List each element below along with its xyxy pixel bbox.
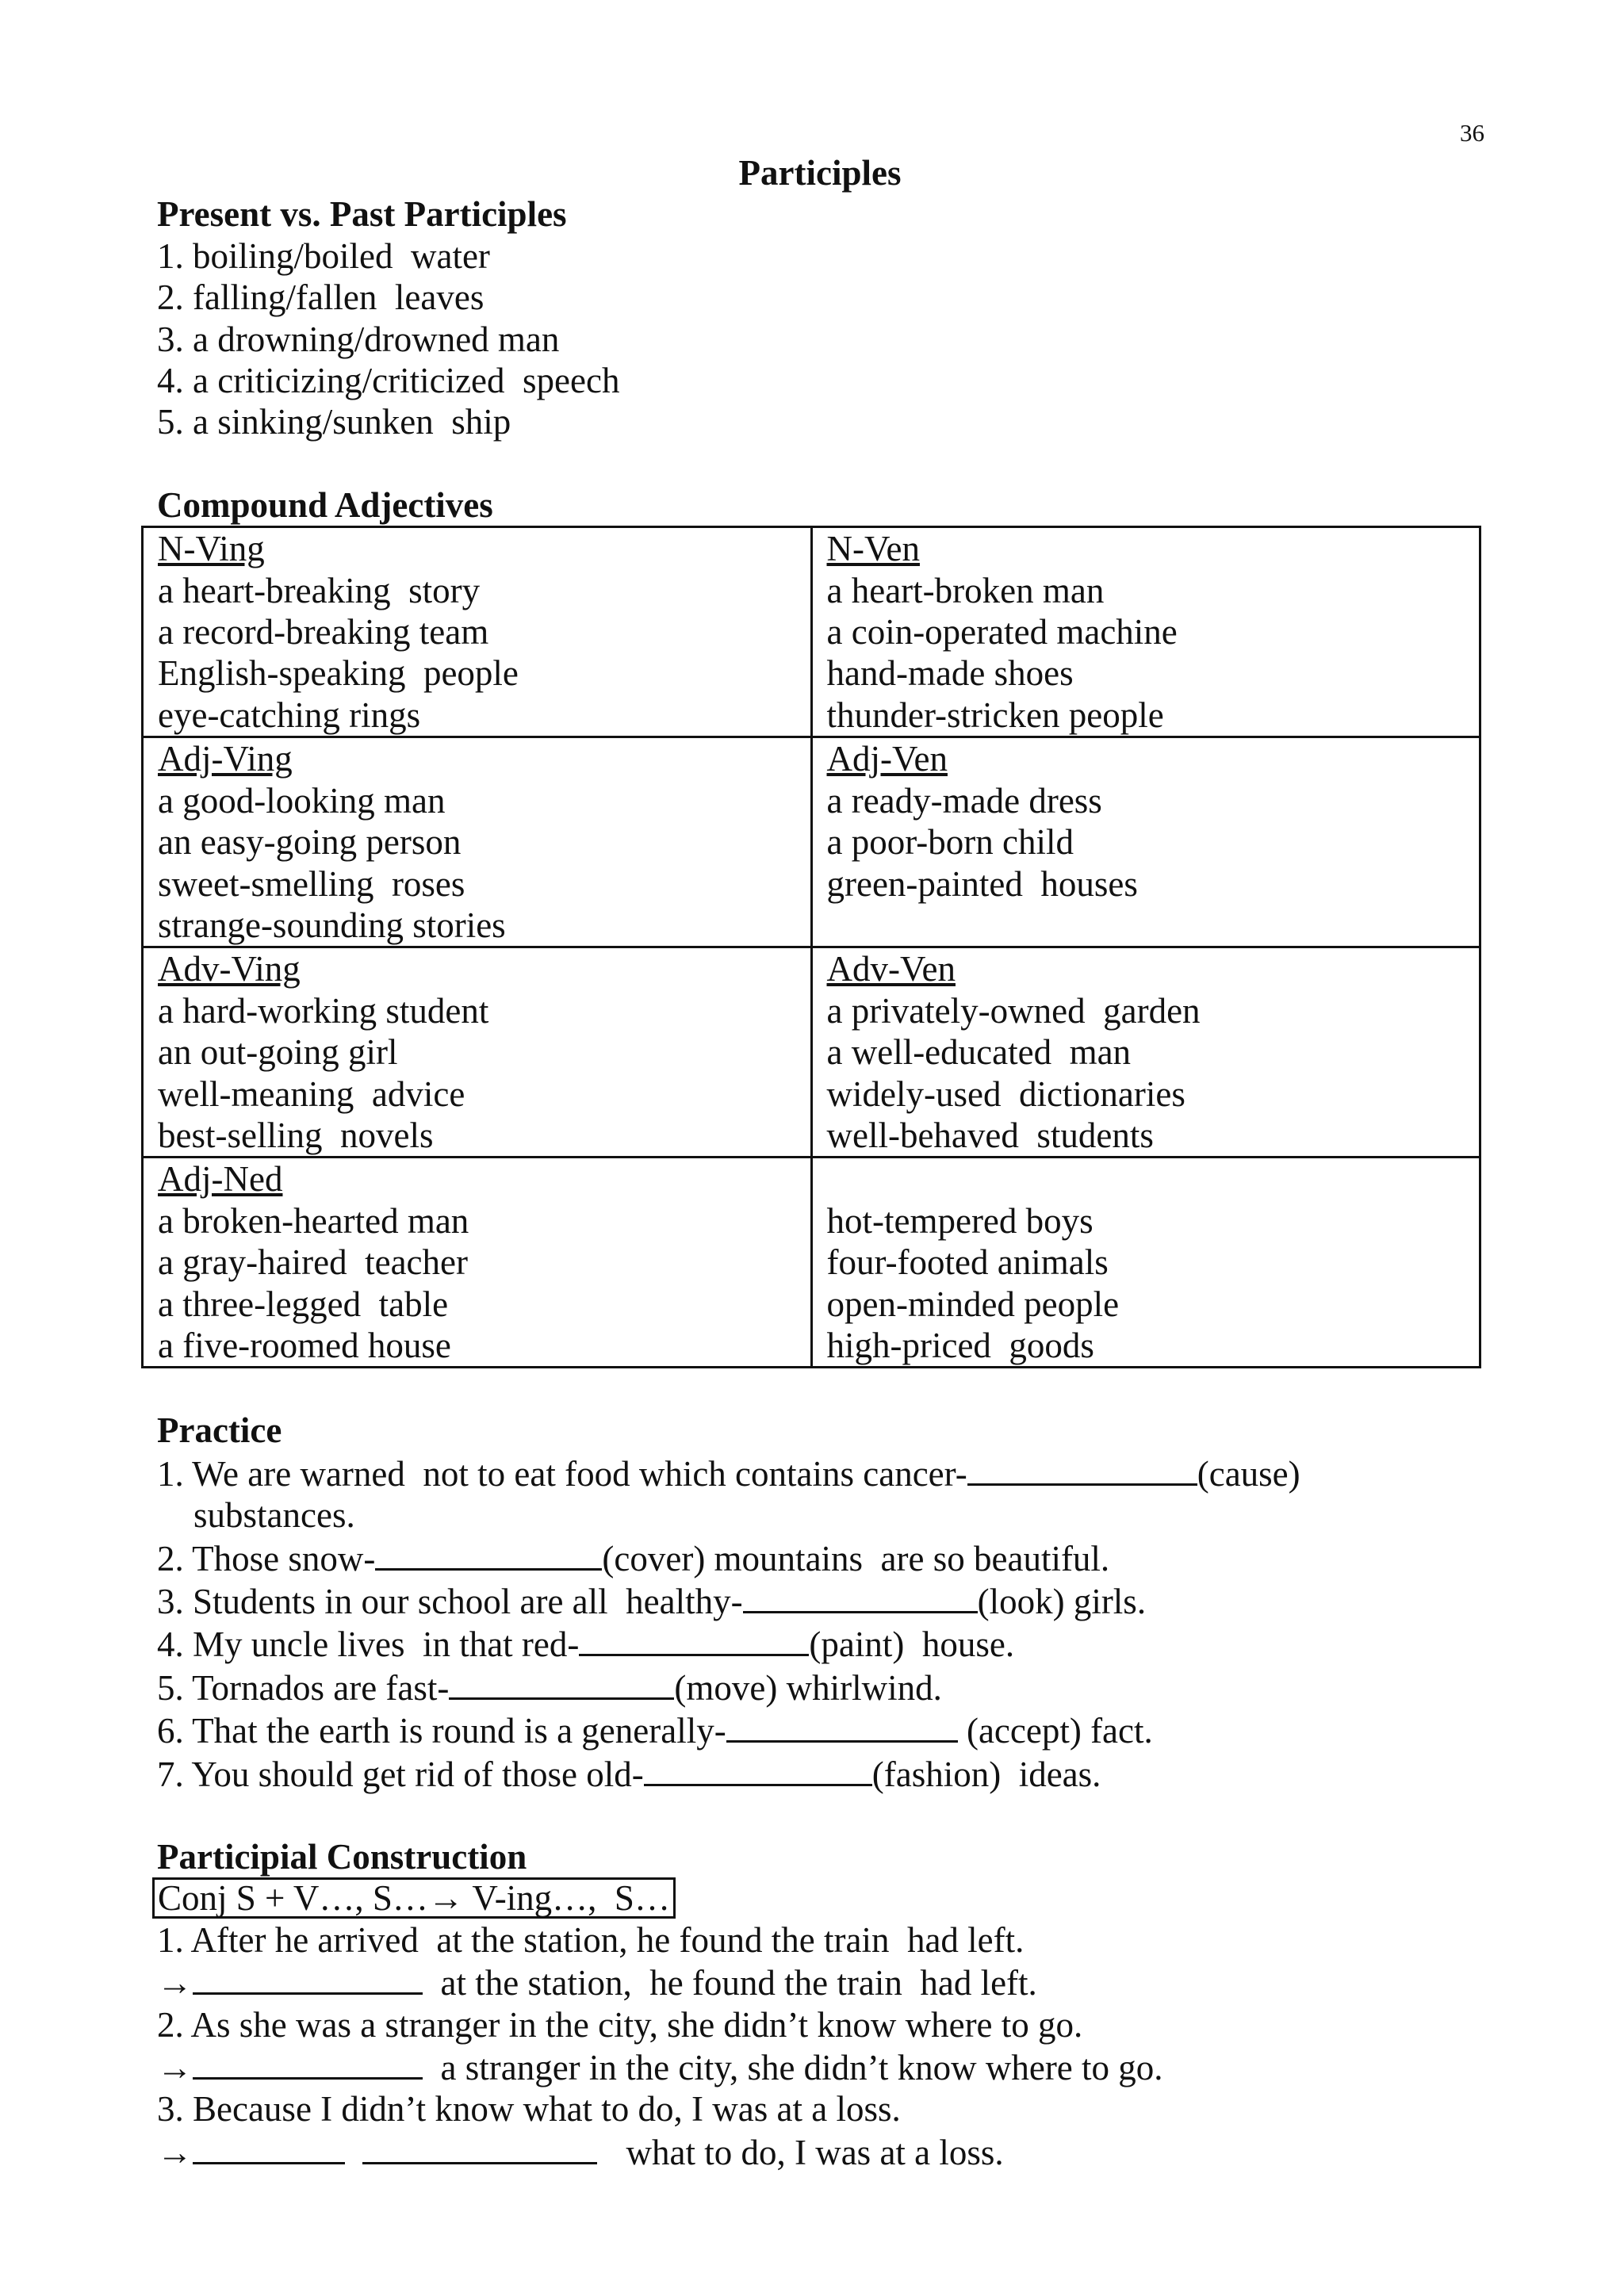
category-label: Adj-Ven [826, 739, 948, 779]
construction-heading: Participial Construction [157, 1837, 527, 1877]
example: a broken-hearted man [158, 1200, 469, 1241]
practice-item: 3. Students in our school are all healthy- (look) girls. [157, 1579, 1489, 1622]
example: a well-educated man [826, 1032, 1132, 1073]
example: a heart-broken man [826, 570, 1105, 610]
practice-item: 6. That the earth is round is a generally- (accept) fact. [157, 1709, 1489, 1751]
list-item: 1. boiling/boiled water [157, 235, 490, 276]
example: an easy-going person [158, 822, 462, 863]
answer-blank[interactable] [375, 1536, 602, 1571]
example: a coin-operated machine [826, 612, 1178, 652]
example: eye-catching rings [158, 695, 421, 735]
example: a heart-breaking story [158, 570, 481, 610]
category-label: Adj-Ving [158, 739, 293, 779]
example: a five-roomed house [158, 1325, 451, 1365]
practice-item: 4. My uncle lives in that red- (paint) house. [157, 1622, 1489, 1665]
example: a three-legged table [158, 1284, 449, 1324]
example: strange-sounding stories [158, 905, 506, 945]
example: a good-looking man [158, 780, 446, 821]
example: English-speaking people [158, 653, 519, 694]
sentence: 1. After he arrived at the station, he found the train had left. [157, 1919, 1025, 1960]
answer-blank[interactable] [449, 1666, 674, 1700]
category-label [827, 1158, 1480, 1200]
answer-blank[interactable] [579, 1622, 809, 1656]
example: sweet-smelling roses [158, 863, 465, 904]
arrow-icon: → [157, 2132, 193, 2172]
table-cell [811, 527, 1480, 737]
arrow-icon: → [157, 1963, 193, 2003]
example: hand-made shoes [826, 653, 1074, 694]
example: well-behaved students [826, 1115, 1154, 1155]
answer-blank[interactable] [967, 1452, 1197, 1486]
answer-blank[interactable] [362, 2130, 597, 2164]
table-row [143, 737, 1480, 947]
example: a hard-working student [158, 990, 489, 1031]
example: best-selling novels [158, 1115, 434, 1155]
example: a gray-haired teacher [158, 1242, 468, 1283]
present-past-list [157, 235, 1489, 443]
example: hot-tempered boys [826, 1200, 1094, 1241]
answer-blank[interactable] [743, 1579, 978, 1613]
table-cell [143, 1158, 812, 1368]
formula-box: Conj S + V…, S…→ V-ing…, S… [152, 1877, 676, 1919]
practice-item: 5. Tornados are fast- (move) whirlwind. [157, 1666, 1489, 1709]
answer-blank[interactable] [193, 1961, 423, 1995]
list-item: 2. falling/fallen leaves [157, 277, 485, 318]
table-cell [811, 737, 1480, 947]
answer-blank[interactable] [193, 2045, 423, 2080]
sentence: 2. As she was a stranger in the city, she didn’t know where to go. [157, 2004, 1083, 2045]
example: a poor-born child [826, 822, 1074, 863]
document-body [157, 152, 1489, 2173]
category-label: Adj-Ned [158, 1159, 283, 1200]
practice-item: 7. You should get rid of those old- (fashion) ideas. [157, 1752, 1489, 1795]
answer-blank[interactable] [726, 1709, 958, 1743]
example: high-priced goods [826, 1325, 1094, 1365]
example: green-painted houses [826, 863, 1138, 904]
table-cell [143, 947, 812, 1158]
rewrite-line: → at the station, he found the train had left. [157, 1961, 1489, 2003]
list-item: 5. a sinking/sunken ship [157, 402, 511, 442]
compound-adjectives-table [141, 526, 1481, 1368]
page-number: 36 [1460, 119, 1484, 147]
list-item: 3. a drowning/drowned man [157, 319, 560, 359]
category-label: N-Ven [826, 529, 920, 569]
category-label: Adv-Ving [158, 949, 301, 989]
practice-heading: Practice [157, 1410, 282, 1451]
table-row [143, 1158, 1480, 1368]
practice-item: 1. We are warned not to eat food which contains cancer- (cause) [157, 1452, 1489, 1494]
example: thunder-stricken people [826, 695, 1164, 735]
practice-item: 2. Those snow- (cover) mountains are so beautiful. [157, 1536, 1489, 1579]
category-label: Adv-Ven [826, 949, 956, 989]
rewrite-line: → what to do, I was at a loss. [157, 2130, 1489, 2173]
example: an out-going girl [158, 1032, 398, 1073]
present-past-heading: Present vs. Past Participles [157, 194, 567, 235]
example: a privately-owned garden [826, 990, 1201, 1031]
answer-blank[interactable] [193, 2130, 345, 2164]
arrow-icon: → [157, 2048, 193, 2088]
table-row [143, 947, 1480, 1158]
example: open-minded people [826, 1284, 1120, 1324]
table-cell [143, 527, 812, 737]
practice-list [157, 1452, 1489, 1795]
example: well-meaning advice [158, 1073, 465, 1114]
list-item: 4. a criticizing/criticized speech [157, 361, 620, 401]
rewrite-line: → a stranger in the city, she didn’t know where to go. [157, 2045, 1489, 2088]
table-cell [143, 737, 812, 947]
compound-heading: Compound Adjectives [157, 484, 493, 525]
table-row [143, 527, 1480, 737]
example: widely-used dictionaries [826, 1073, 1185, 1114]
example: four-footed animals [826, 1242, 1109, 1283]
category-label: N-Ving [158, 529, 265, 569]
answer-blank[interactable] [644, 1752, 872, 1786]
sentence: 3. Because I didn’t know what to do, I was at a loss. [157, 2089, 901, 2130]
table-cell [811, 1158, 1480, 1368]
page-title: Participles [738, 153, 902, 193]
table-cell [811, 947, 1480, 1158]
example: a ready-made dress [826, 780, 1102, 821]
example: a record-breaking team [158, 612, 489, 652]
practice-item-continued: substances. [193, 1495, 355, 1536]
